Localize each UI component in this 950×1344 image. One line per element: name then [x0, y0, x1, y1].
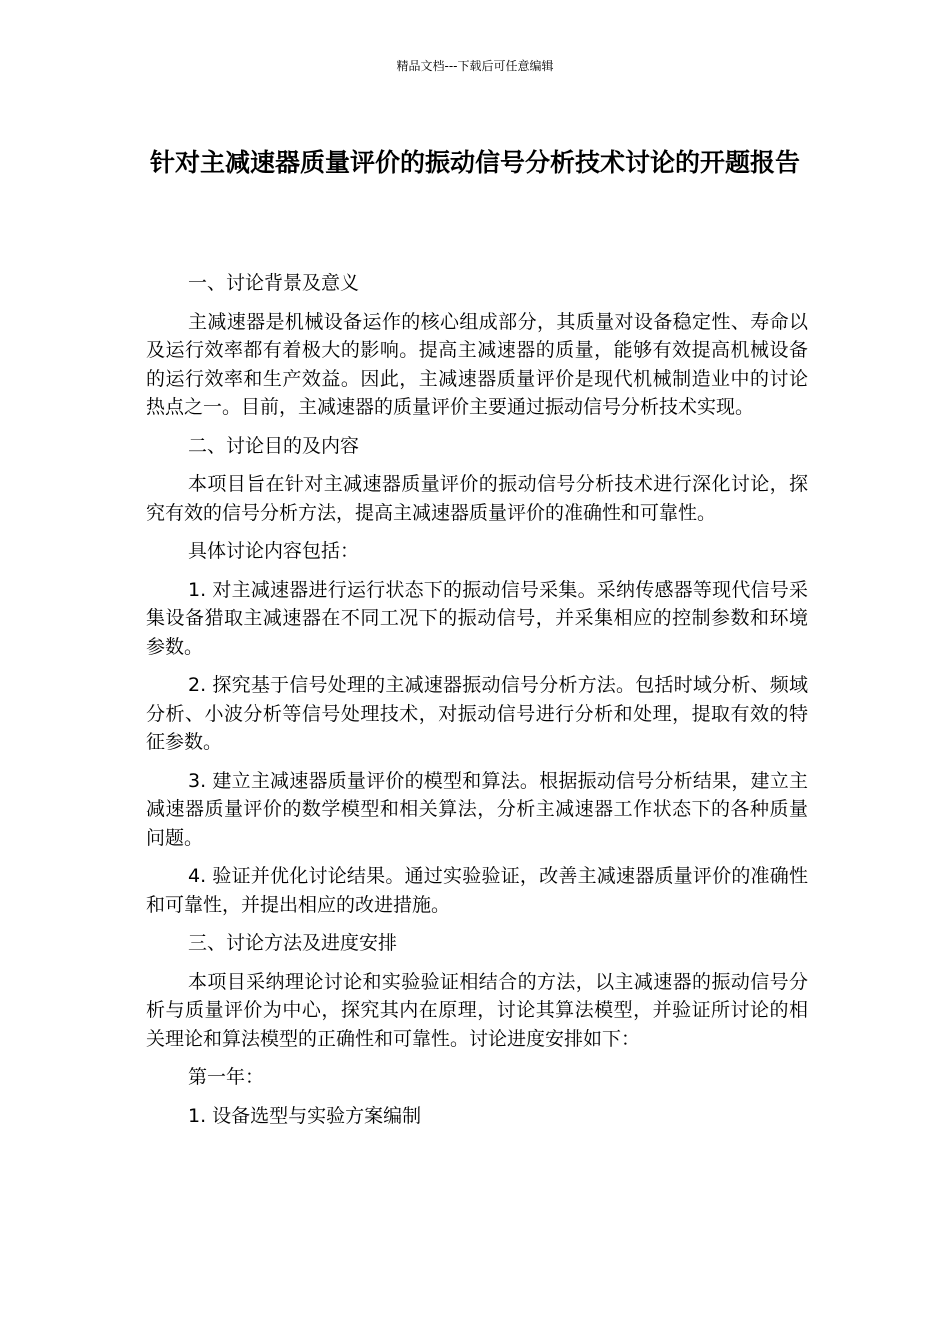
paragraph-content-intro: 具体讨论内容包括：: [188, 540, 360, 562]
section-heading-background: 一、讨论背景及意义: [188, 272, 360, 294]
paragraph-methods: 本项目采纳理论讨论和实验验证相结合的方法，以主减速器的振动信号分析与质量评价为中心，探究其内在原理，讨论其算法模型，并验证所讨论的相关理论和算法模型的正确性和可靠性。讨论进度安排如下：: [146, 970, 808, 1050]
paragraph-purpose: 本项目旨在针对主减速器质量评价的振动信号分析技术进行深化讨论，探究有效的信号分析方法，提高主减速器质量评价的准确性和可靠性。: [146, 473, 808, 524]
header-note: 精品文档---下载后可任意编辑: [396, 59, 554, 73]
list-item-3: 3. 建立主减速器质量评价的模型和算法。根据振动信号分析结果，建立主减速器质量评价的数学模型和相关算法，分析主减速器工作状态下的各种质量问题。: [146, 769, 808, 849]
document-body: [146, 269, 808, 1140]
section-heading-methods: 三、讨论方法及进度安排: [188, 932, 398, 954]
list-item-year-one-1: 1. 设备选型与实验方案编制: [188, 1104, 422, 1127]
list-item-4: 4. 验证并优化讨论结果。通过实验验证，改善主减速器质量评价的准确性和可靠性，并提出相应的改进措施。: [146, 865, 808, 916]
list-item-2: 2. 探究基于信号处理的主减速器振动信号分析方法。包括时域分析、频域分析、小波分析等信号处理技术，对振动信号进行分析和处理，提取有效的特征参数。: [146, 674, 808, 753]
page-title: 针对主减速器质量评价的振动信号分析技术讨论的开题报告: [149, 148, 800, 177]
list-item-1: 1. 对主减速器进行运行状态下的振动信号采集。采纳传感器等现代信号采集设备猎取主减速器在不同工况下的振动信号，并采集相应的控制参数和环境参数。: [146, 578, 808, 658]
paragraph-year-one: 第一年：: [188, 1066, 265, 1088]
section-heading-purpose: 二、讨论目的及内容: [188, 434, 360, 457]
paragraph-background: 主减速器是机械设备运作的核心组成部分，其质量对设备稳定性、寿命以及运行效率都有着极大的影响。提高主减速器的质量，能够有效提高机械设备的运行效率和生产效益。因此，主减速器质量评价是现代机械制造业中的讨论热点之一。目前，主减速器的质量评价主要通过振动信号分析技术实现。: [146, 310, 808, 418]
